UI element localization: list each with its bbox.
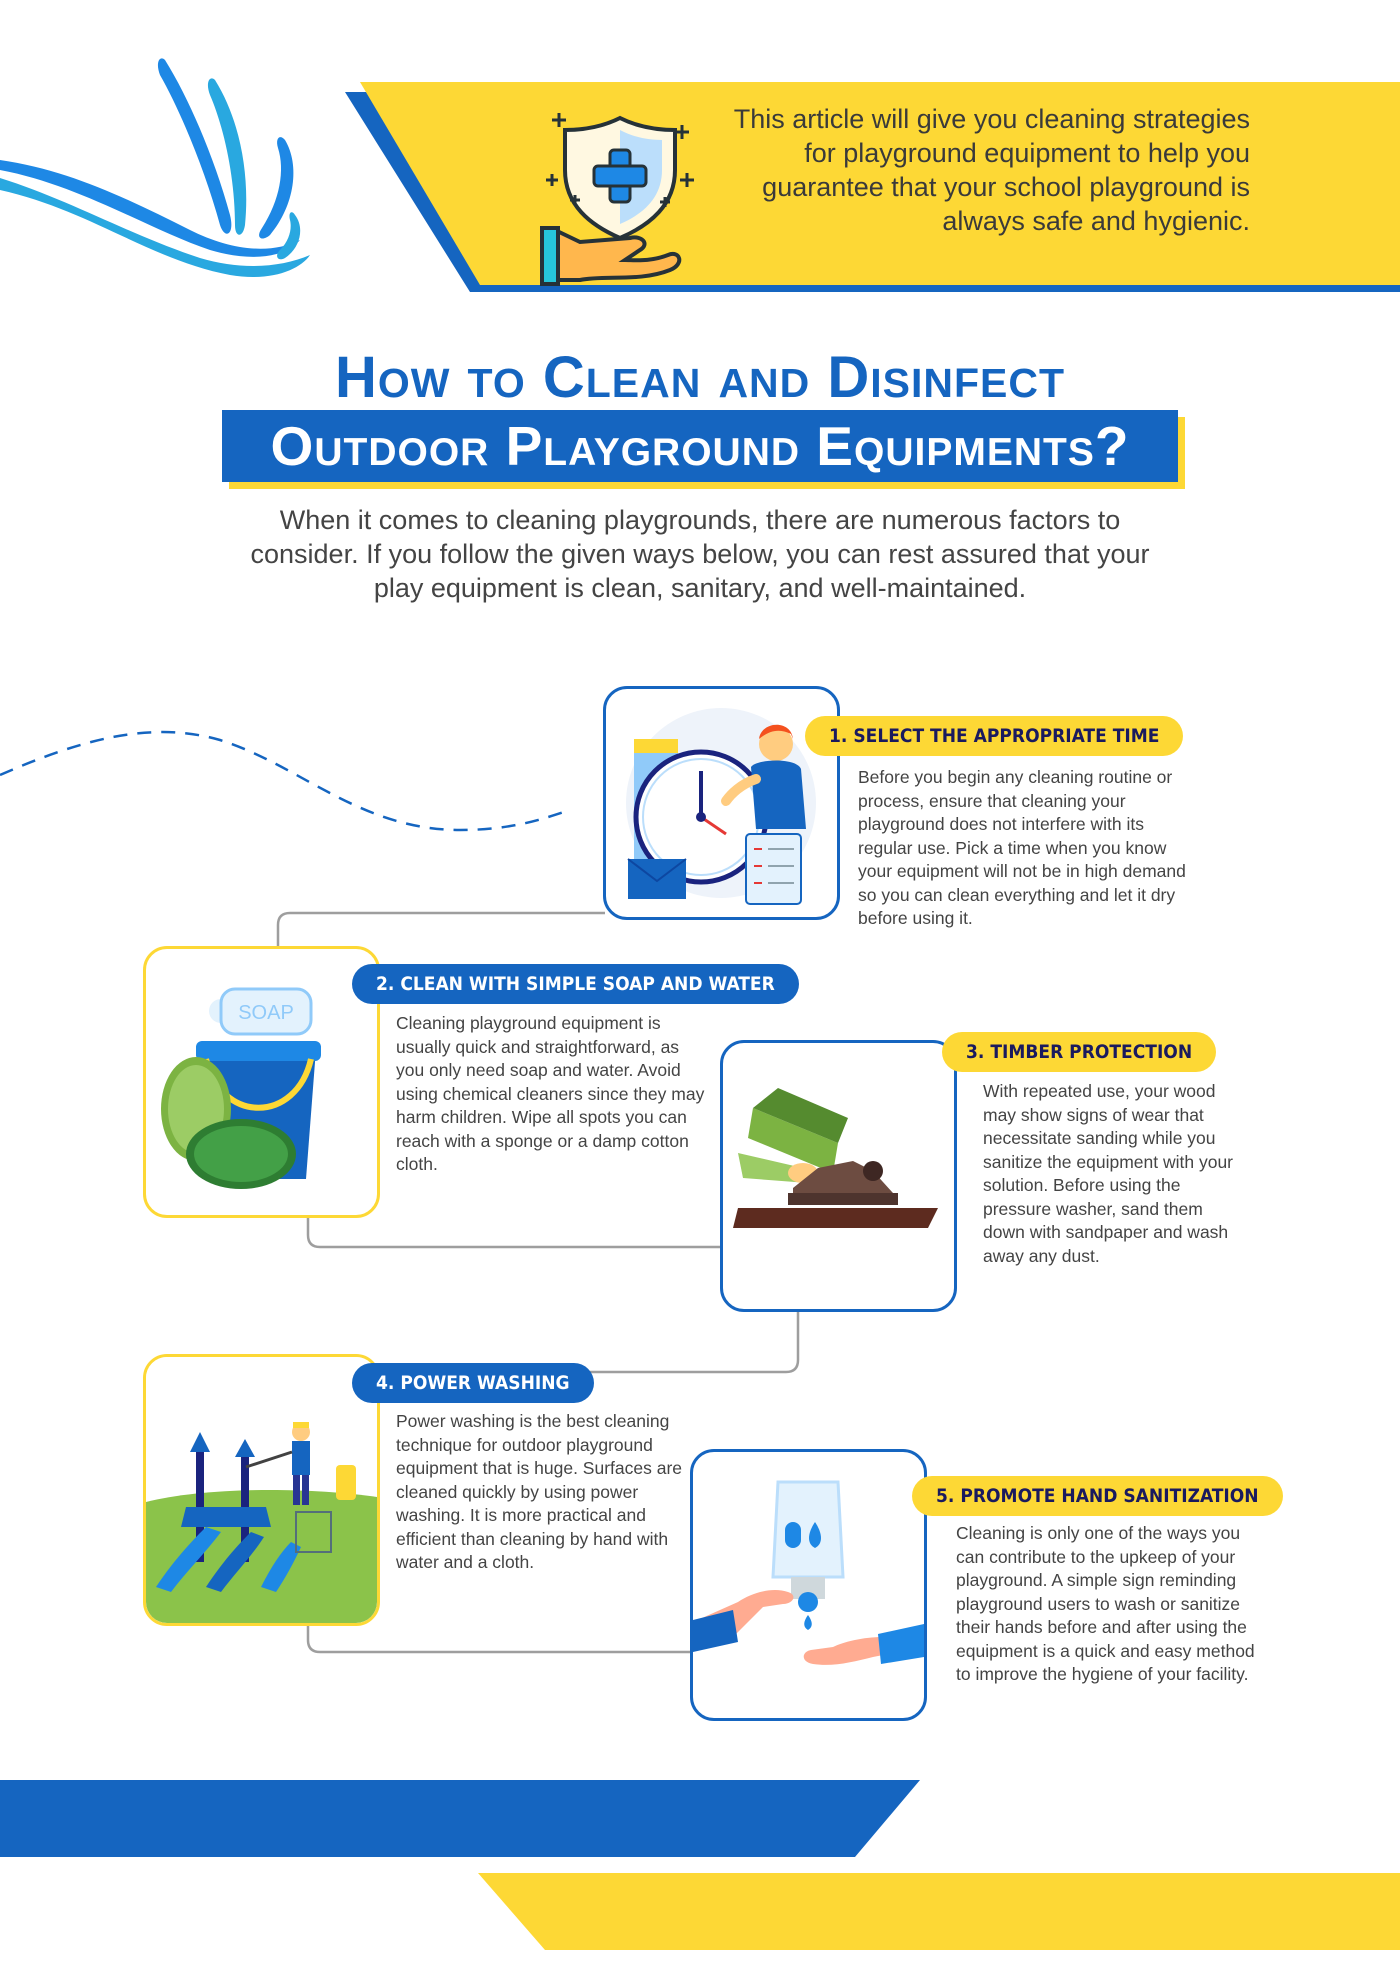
step5-text: Cleaning is only one of the ways you can contribute to the upkeep of your playground. A simple sign reminding playground users to wash or sanitize their hands before and after using the equipment is a quick and easy method to improve the hygiene of your facility. — [956, 1523, 1255, 1684]
step2-text: Cleaning playground equipment is usually quick and straightforward, as you only need soap and water. Avoid using chemical cleaners since they may harm children. Wipe all spots you can reach with a sponge or a damp cotton cloth. — [396, 1013, 705, 1174]
step4-label: 4. POWER WASHING — [352, 1363, 594, 1403]
step2-card — [143, 946, 380, 1218]
hand-sanitizer-icon — [693, 1452, 924, 1718]
step4-text: Power washing is the best cleaning technique for outdoor playground equipment that is huge. Surfaces are cleaned quickly by using power washing. It is more practical and efficient than cleaning by hand with water and a cloth. — [396, 1411, 683, 1572]
step3-text: With repeated use, your wood may show signs of wear that necessitate sanding while you sanitize the equipment with your solution. Before using the pressure washer, sand them down with sandpaper and wash away any dust. — [983, 1081, 1233, 1266]
step1-text: Before you begin any cleaning routine or process, ensure that cleaning your playground does not interfere with its regular use. Pick a time when you know your equipment will not be in high demand so you can clean everything and let it dry before using it. — [858, 767, 1186, 928]
step3-label: 3. TIMBER PROTECTION — [942, 1032, 1216, 1072]
step5-label: 5. PROMOTE HAND SANITIZATION — [912, 1476, 1283, 1516]
soap-bucket-icon — [146, 949, 377, 1215]
wood-plane-icon — [723, 1043, 954, 1309]
clock-calendar-icon — [606, 689, 837, 917]
water-splash-icon — [0, 58, 310, 277]
soap-label: SOAP — [238, 1002, 294, 1024]
step1-label: 1. SELECT THE APPROPRIATE TIME — [805, 716, 1183, 756]
page-title-line2: Outdoor Playground Equipments? — [270, 415, 1130, 477]
page-title-line1: How to Clean and Disinfect — [334, 345, 1066, 410]
power-washer-icon — [146, 1357, 377, 1623]
step4-card — [143, 1354, 380, 1626]
footer-bars — [0, 1780, 1400, 1980]
lead-paragraph: When it comes to cleaning playgrounds, there are numerous factors to consider. If you follow the given ways below, you can rest assured that your play equipment is clean, sanitary, and well-maintained. — [250, 505, 1150, 603]
step3-card — [720, 1040, 957, 1312]
step1-card — [603, 686, 840, 920]
intro-text: This article will give you cleaning strategies for playground equipment to help you guarantee that your school playground is always safe and hygienic. — [733, 104, 1250, 236]
step5-card — [690, 1449, 927, 1721]
step2-label: 2. CLEAN WITH SIMPLE SOAP AND WATER — [352, 964, 799, 1004]
